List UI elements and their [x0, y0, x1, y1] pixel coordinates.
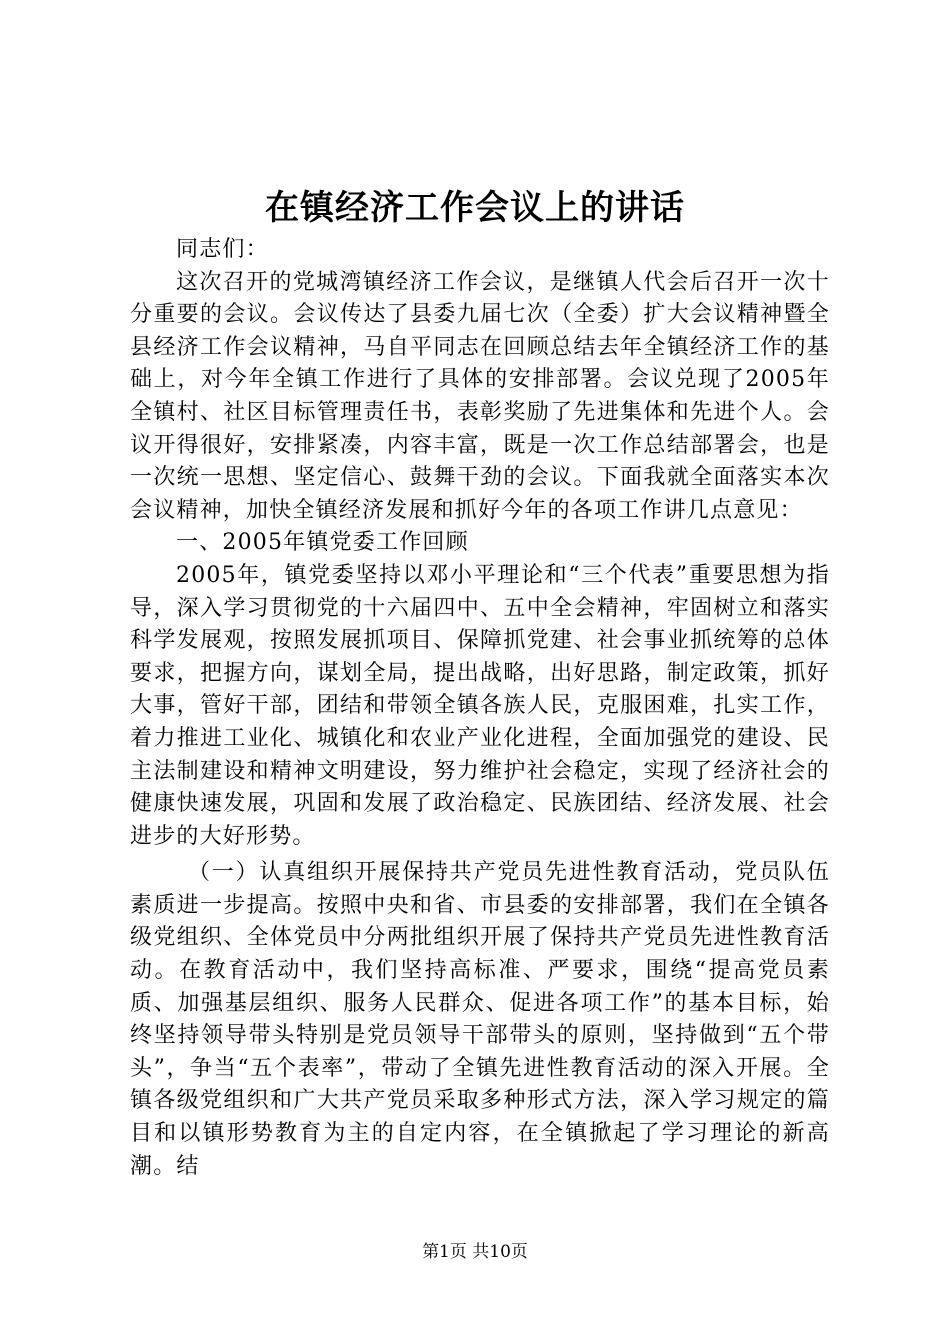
- document-body: [130, 234, 830, 1183]
- subsection-paragraph: （一）认真组织开展保持共产党员先进性教育活动，党员队伍素质进一步提高。按照中央和省、市县委的安排部署，我们在全镇各级党组织、全体党员中分两批组织开展了保持共产党员先进性教育活动。在教育活动中，我们坚持高标准、严要求，围绕“提高党员素质、加强基层组织、服务人民群众、促进各项工作”的基本目标，始终坚持领导带头特别是党员领导干部带头的原则，坚持做到“五个带头”，争当“五个表率”，带动了全镇先进性教育活动的深入开展。全镇各级党组织和广大共产党员采取多种形式方法，深入学习规定的篇目和以镇形势教育为主的自定内容，在全镇掀起了学习理论的新高潮。结: [130, 860, 830, 1179]
- review-paragraph: 2005年，镇党委坚持以邓小平理论和“三个代表”重要思想为指导，深入学习贯彻党的十六届四中、五中全会精神，牢固树立和落实科学发展观，按照发展抓项目、保障抓党建、社会事业抓统筹的总体要求，把握方向，谋划全局，提出战略，出好思路，制定政策，抓好大事，管好干部，团结和带领全镇各族人民，克服困难，扎实工作，着力推进工业化、城镇化和农业产业化进程，全面加强党的建设、民主法制建设和精神文明建设，努力维护社会稳定，实现了经济社会的健康快速发展，巩固和发展了政治稳定、民族团结、经济发展、社会进步的大好形势。: [130, 562, 830, 849]
- page-number: 第1页 共10页: [422, 1242, 528, 1262]
- document-title: 在镇经济工作会议上的讲话: [265, 188, 685, 228]
- salutation: 同志们：: [176, 237, 269, 262]
- opening-paragraph: 这次召开的党城湾镇经济工作会议，是继镇人代会后召开一次十分重要的会议。会议传达了县委九届七次（全委）扩大会议精神暨全县经济工作会议精神，马自平同志在回顾总结去年全镇经济工作的基础上，对今年全镇工作进行了具体的安排部署。会议兑现了2005年全镇村、社区目标管理责任书，表彰奖励了先进集体和先进个人。会议开得很好，安排紧凑，内容丰富，既是一次工作总结部署会，也是一次统一思想、坚定信心、鼓舞干劲的会议。下面我就全面落实本次会议精神，加快全镇经济发展和抓好今年的各项工作讲几点意见：: [130, 269, 830, 523]
- section-heading: 一、2005年镇党委工作回顾: [176, 530, 469, 556]
